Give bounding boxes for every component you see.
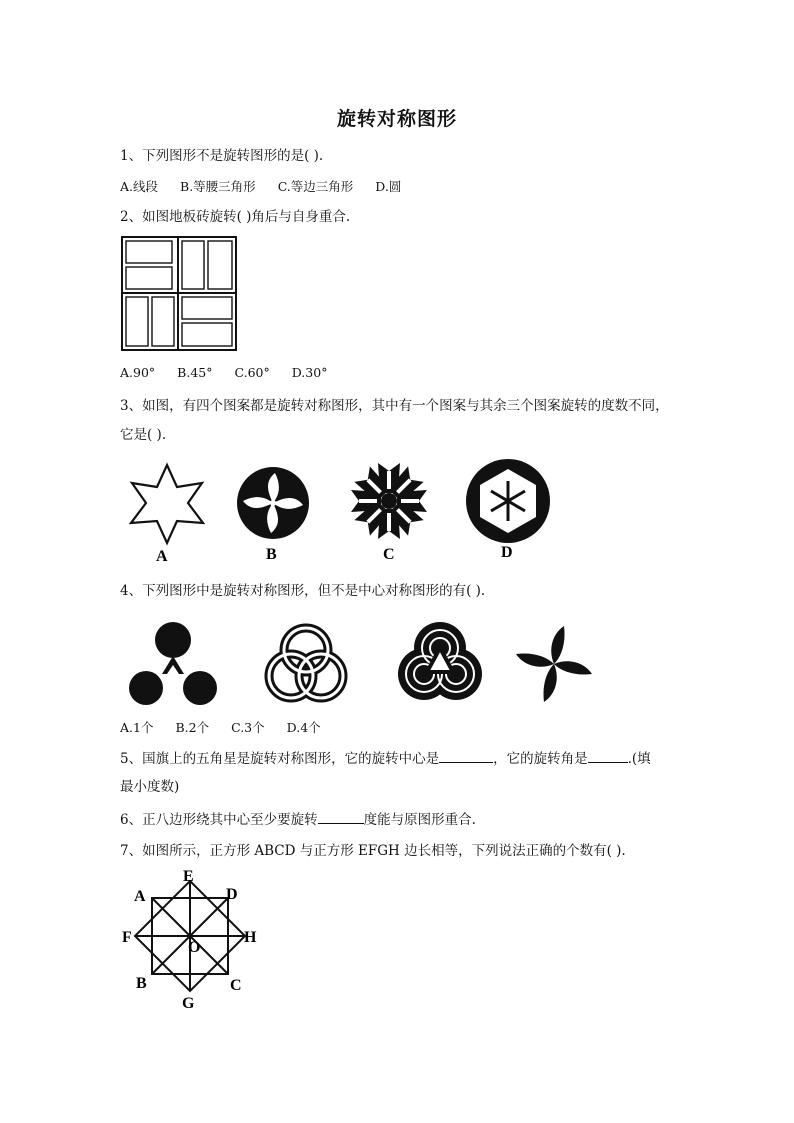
question-4: 4、下列图形中是旋转对称图形，但不是中心对称图形的有( ).	[120, 583, 486, 599]
swirl-circle-figure	[237, 467, 309, 539]
figure-label-d: D	[501, 544, 513, 561]
figure-label-c: C	[383, 546, 395, 563]
floor-tile-figure	[120, 235, 238, 352]
point-label-a: A	[134, 888, 146, 905]
pinwheel-figure	[516, 626, 592, 702]
six-point-star-figure	[131, 465, 203, 543]
question-1-options	[120, 177, 401, 195]
question-2: 2、如图地板砖旋转( )角后与自身重合.	[120, 209, 351, 225]
question-1: 1、下列图形不是旋转图形的是( ).	[120, 148, 324, 164]
question-4-options	[120, 718, 321, 736]
answer-blank-rotation-center[interactable]	[439, 748, 493, 763]
option-d: D.圆	[375, 179, 402, 194]
figure-label-a: A	[156, 548, 168, 565]
figure-label-b: B	[266, 546, 277, 563]
question-7: 7、如图所示，正方形 ABCD 与正方形 EFGH 边长相等，下列说法正确的个数有( ).	[120, 843, 626, 859]
question-6	[120, 809, 476, 830]
interlocked-loops-figure	[269, 628, 343, 698]
answer-blank-rotation-angle[interactable]	[588, 748, 628, 763]
option-a: A.线段	[120, 179, 159, 194]
hexagon-circle-figure	[466, 459, 550, 543]
question-3-line-1: 3、如图，有四个图案都是旋转对称图形，其中有一个图案与其余三个图案旋转的度数不同，	[120, 398, 669, 414]
option-c: C.3个	[231, 720, 265, 735]
option-c: C.等边三角形	[277, 179, 354, 194]
question-5-text-2: ，它的旋转角是	[493, 751, 588, 767]
point-label-e: E	[183, 868, 194, 885]
question-6-text-2: 度能与原图形重合.	[363, 812, 476, 828]
point-label-d: D	[226, 886, 238, 903]
question-5-text-3: .(填	[627, 751, 651, 767]
point-label-o: O	[188, 939, 201, 956]
question-5-line-2: 最小度数)	[120, 779, 180, 795]
point-label-c: C	[230, 977, 242, 994]
option-c: C.60°	[234, 365, 270, 380]
question-5-text-1: 5、国旗上的五角星是旋转对称图形，它的旋转中心是	[120, 751, 440, 767]
point-label-g: G	[182, 995, 195, 1012]
option-b: B.等腰三角形	[180, 179, 256, 194]
option-d: D.4个	[286, 720, 321, 735]
question-2-options	[120, 365, 327, 380]
point-label-b: B	[136, 975, 147, 992]
option-b: B.45°	[177, 365, 213, 380]
question-5-line-1	[120, 748, 651, 769]
question-3-line-2: 它是( ).	[120, 427, 167, 443]
two-squares-figure	[120, 868, 265, 1013]
three-circles-figure	[129, 622, 217, 705]
question-4-figures	[120, 610, 600, 710]
page-title: 旋转对称图形	[336, 108, 457, 130]
option-a: A.90°	[120, 365, 156, 380]
triangle-rings-figure	[398, 622, 482, 700]
option-d: D.30°	[291, 365, 328, 380]
answer-blank-octagon-angle[interactable]	[318, 809, 364, 824]
option-a: A.1个	[120, 720, 154, 735]
point-label-f: F	[122, 929, 132, 946]
question-3-figures	[115, 455, 555, 567]
eight-petal-flower-figure	[351, 463, 427, 539]
point-label-h: H	[244, 929, 257, 946]
option-b: B.2个	[175, 720, 210, 735]
question-6-text-1: 6、正八边形绕其中心至少要旋转	[120, 812, 318, 828]
